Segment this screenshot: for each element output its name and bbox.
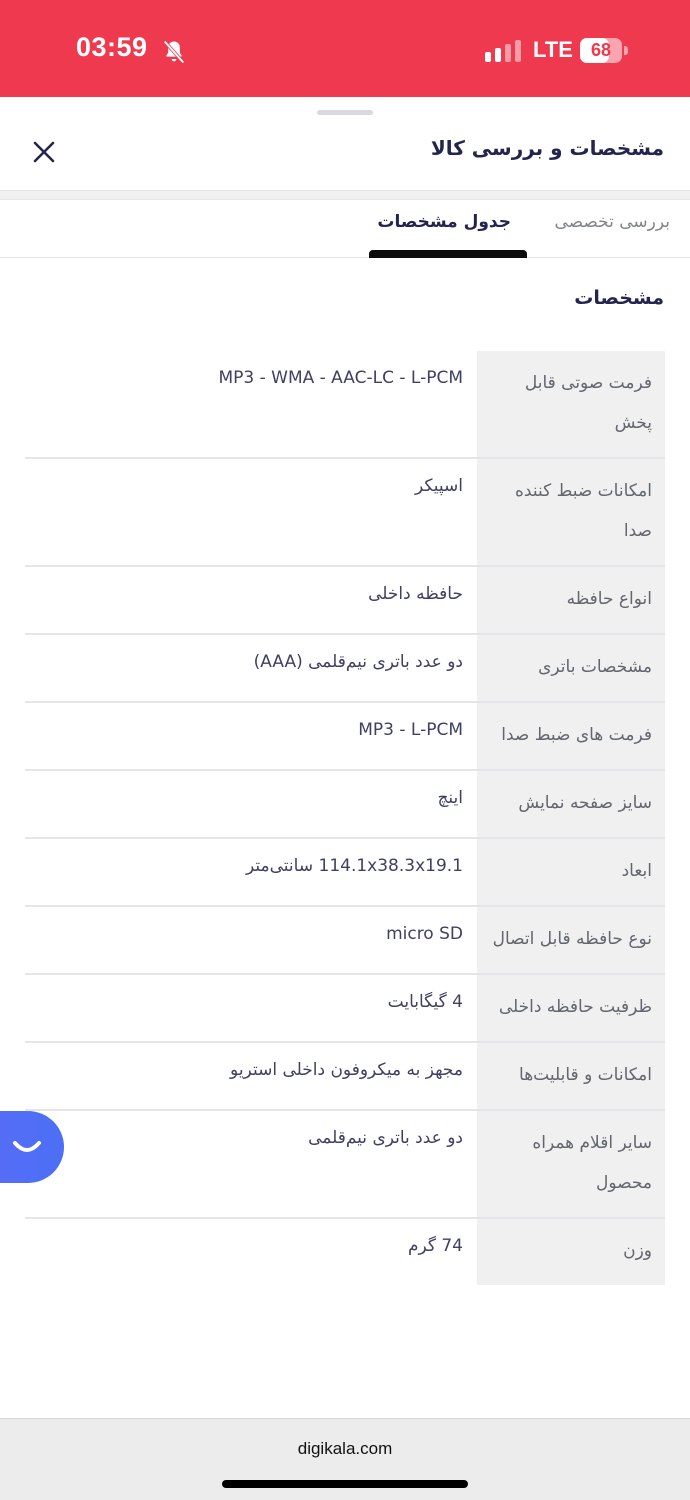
spec-row (25, 567, 665, 635)
bell-slash-icon (160, 38, 188, 66)
close-icon (32, 140, 56, 164)
spec-row (25, 975, 665, 1043)
signal-icon (485, 40, 523, 62)
battery-cap (624, 46, 628, 55)
spec-value: اسپیکر (415, 476, 463, 496)
spec-label: فرمت صوتی قابل پخش (477, 351, 665, 457)
spec-value: دو عدد باتری نیم‌قلمی (AAA) (253, 652, 463, 672)
spec-row (25, 1043, 665, 1111)
spec-label: فرمت های ضبط صدا (477, 703, 665, 769)
browser-bottom-bar (0, 1418, 690, 1500)
spec-label: نوع حافظه قابل اتصال (477, 907, 665, 973)
close-button[interactable] (26, 134, 62, 170)
tab-bar (0, 200, 690, 258)
url-display[interactable]: digikala.com (297, 1439, 393, 1458)
spec-row (25, 459, 665, 567)
spec-label: وزن (477, 1219, 665, 1285)
network-type: LTE (533, 37, 573, 62)
spec-value: حافظه داخلی (368, 584, 463, 604)
spec-label: ظرفیت حافظه داخلی (477, 975, 665, 1041)
spec-value: MP3 - WMA - AAC-LC - L-PCM (218, 368, 463, 388)
spec-row (25, 839, 665, 907)
sheet-grabber[interactable] (317, 110, 373, 115)
spec-row (25, 703, 665, 771)
spec-label: امکانات و قابلیت‌ها (477, 1043, 665, 1109)
tab-expert-review[interactable]: بررسی تخصصی (554, 212, 670, 232)
status-time: 03:59 (76, 32, 148, 62)
spec-label: انواع حافظه (477, 567, 665, 633)
spec-value: دو عدد باتری نیم‌قلمی (308, 1128, 463, 1148)
spec-label: سایز صفحه نمایش (477, 771, 665, 837)
header-divider (0, 190, 690, 200)
battery-percent: 68 (590, 40, 612, 60)
spec-value: 114.1x38.3x19.1 سانتی‌متر (246, 856, 463, 876)
smile-chat-icon (12, 1131, 42, 1161)
spec-value: 4 گیگابایت (387, 992, 463, 1012)
spec-value: micro SD (386, 924, 463, 944)
spec-row (25, 1111, 665, 1219)
battery-icon (580, 38, 622, 63)
spec-row (25, 1219, 665, 1285)
spec-row (25, 635, 665, 703)
spec-value: 74 گرم (407, 1236, 463, 1256)
spec-row (25, 907, 665, 975)
spec-value: MP3 - L-PCM (358, 720, 463, 740)
status-bar (0, 0, 690, 97)
spec-label: امکانات ضبط کننده صدا (477, 459, 665, 565)
section-title: مشخصات (574, 287, 664, 309)
active-tab-indicator (369, 250, 527, 258)
spec-label: مشخصات باتری (477, 635, 665, 701)
spec-label: ابعاد (477, 839, 665, 905)
spec-label: سایر اقلام همراه محصول (477, 1111, 665, 1217)
sheet-title: مشخصات و بررسی کالا (430, 136, 664, 160)
tab-specs-table[interactable]: جدول مشخصات (377, 212, 511, 232)
spec-row (25, 351, 665, 459)
home-indicator[interactable] (222, 1480, 468, 1488)
spec-value: مجهز به میکروفون داخلی استریو (230, 1060, 463, 1080)
spec-value: اینچ (437, 788, 463, 808)
specs-table (25, 351, 665, 1285)
spec-row (25, 771, 665, 839)
